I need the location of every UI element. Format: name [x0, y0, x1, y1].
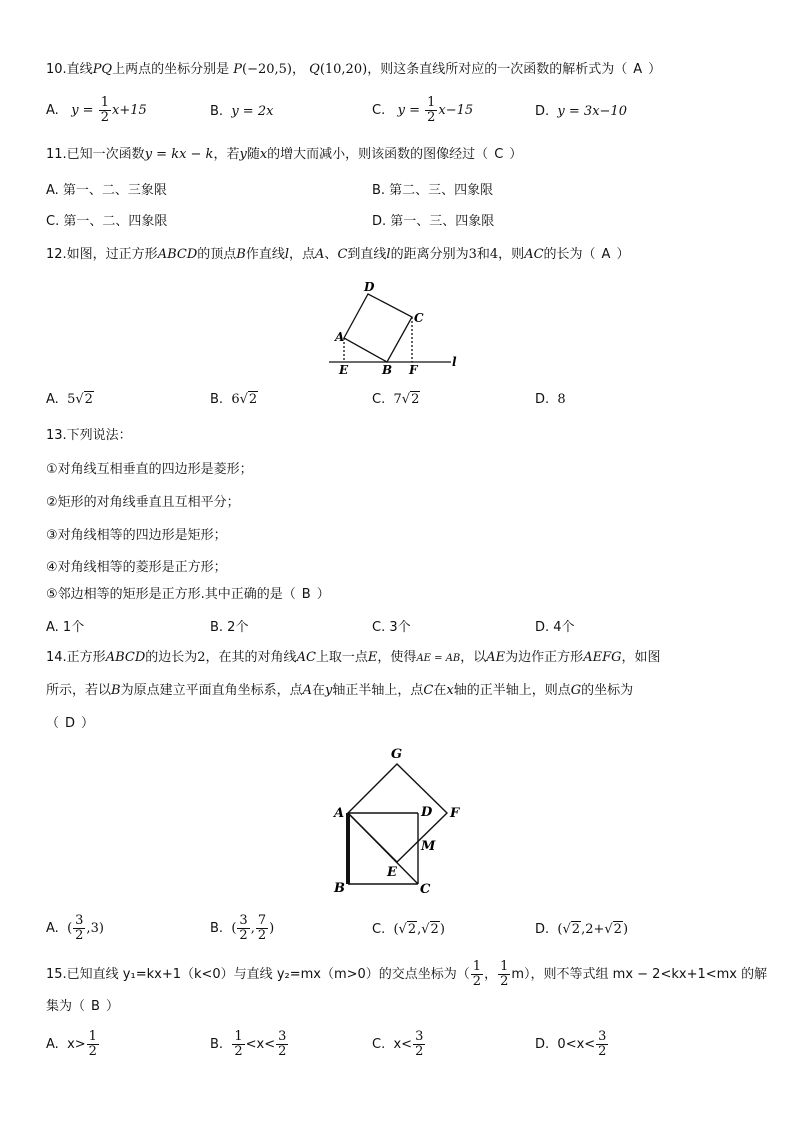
label-g: G — [391, 747, 403, 762]
label-e: E — [387, 865, 397, 880]
q14-option-a: A. ( $\frac{3}{2}$ ,3) — [46, 913, 104, 943]
answer: C — [494, 147, 504, 162]
q13-stem: 13.下列说法： — [46, 428, 132, 443]
q10-option-b: B. y = 2x — [210, 104, 274, 119]
fraction: $\frac{1}{2}$ — [88, 1029, 97, 1059]
fraction: $\frac{3}{2}$ — [75, 913, 84, 943]
q12-figure — [325, 280, 465, 376]
label-d: D — [421, 805, 433, 820]
q14-option-d: D. (√2,2+√2) — [535, 922, 629, 937]
q13-option-c: C. 3个 — [372, 620, 411, 635]
fraction: $\frac{1}{2}$ — [234, 1029, 243, 1059]
diagonal-ac — [348, 813, 418, 884]
q10-option-a: A. y = $\frac{1}{2}$ x+15 — [46, 95, 147, 125]
square-abcd — [344, 294, 412, 362]
q10-option-d: D. y = 3x−10 — [535, 104, 627, 119]
q11-option-d: D. 第一、三、四象限 — [372, 214, 495, 229]
answer: D — [65, 716, 76, 731]
fraction: $\frac{3}{2}$ — [598, 1029, 607, 1059]
fraction: $\frac{1}{2}$ — [472, 959, 482, 989]
label-f: F — [450, 806, 460, 821]
q14-option-c: C. (√2,√2) — [372, 922, 445, 937]
label-b: B — [334, 881, 345, 896]
q12-option-d: D. 8 — [535, 392, 566, 407]
q14-stem-line-1: 14.正方形ABCD的边长为2，在其的对角线AC上取一点E，使得AE = AB，以AE为边作正方形AEFG，如图 — [46, 650, 661, 665]
q10-stem: 10.直线PQ上两点的坐标分别是 P(−20,5)， Q(10,20)，则这条直线所对应的一次函数的解析式为（ A ） — [46, 60, 661, 80]
q14-stem-line-3: （ D ） — [46, 714, 94, 734]
q15-stem-line-2: 集为（ B ） — [46, 997, 119, 1017]
fraction: $\frac{1}{2}$ — [427, 95, 436, 125]
q15-stem-line-1: 15.已知直线 y₁=kx+1（k<0）与直线 y₂=mx（m>0）的交点坐标为（ $\frac{1}{2}$ ， $\frac{1}{2}$ m），则不等式组 mx − 2<kx+1<mx 的解 — [46, 959, 768, 989]
fraction: $\frac{3}{2}$ — [415, 1029, 424, 1059]
answer: A — [633, 62, 643, 77]
q11-option-b: B. 第二、三、四象限 — [372, 183, 494, 198]
label-l: l — [452, 355, 457, 369]
side-ab — [346, 813, 350, 884]
q10-option-c: C. y = $\frac{1}{2}$ x−15 — [372, 95, 474, 125]
label-d: D — [364, 280, 375, 294]
fraction: $\frac{3}{2}$ — [278, 1029, 287, 1059]
q12-stem: 12.如图，过正方形ABCD的顶点B作直线l，点A、C到直线l的距离分别为3和4，则AC的长为（ A ） — [46, 245, 629, 265]
q13-option-d: D. 4个 — [535, 620, 575, 635]
fraction: $\frac{1}{2}$ — [500, 959, 509, 989]
q13-statement-4: ④对角线相等的菱形是正方形； — [46, 560, 227, 575]
q11-option-c: C. 第一、二、四象限 — [46, 214, 168, 229]
q13-option-a: A. 1个 — [46, 620, 85, 635]
q14-figure — [325, 740, 475, 900]
label-a: A — [335, 330, 345, 344]
label-e: E — [339, 363, 349, 376]
q13-statement-2: ②矩形的对角线垂直且互相平分； — [46, 495, 240, 510]
q11-option-a: A. 第一、二、三象限 — [46, 183, 167, 198]
q13-statement-3: ③对角线相等的四边形是矩形； — [46, 528, 227, 543]
fraction: $\frac{3}{2}$ — [239, 913, 248, 943]
q15-option-b: B. $\frac{1}{2}$ <x< $\frac{3}{2}$ — [210, 1029, 287, 1059]
label-c: C — [414, 311, 424, 325]
q13-statement-1: ①对角线互相垂直的四边形是菱形； — [46, 462, 253, 477]
q13-option-b: B. 2个 — [210, 620, 249, 635]
q14-stem-line-2: 所示，若以B为原点建立平面直角坐标系，点A在y轴正半轴上，点C在x轴的正半轴上，则点G的坐标为 — [46, 683, 634, 698]
q15-option-a: A. x> $\frac{1}{2}$ — [46, 1029, 97, 1059]
q13-statement-5: ⑤邻边相等的矩形是正方形.其中正确的是（ B ） — [46, 585, 330, 605]
answer: A — [601, 247, 611, 262]
label-f: F — [409, 363, 418, 376]
q12-option-c: C. 7√2 — [372, 392, 420, 407]
q15-option-d: D. 0<x< $\frac{3}{2}$ — [535, 1029, 607, 1059]
q14-option-b: B. ( $\frac{3}{2}$ , $\frac{7}{2}$ ) — [210, 913, 275, 943]
answer: B — [301, 587, 311, 602]
fraction: $\frac{7}{2}$ — [257, 913, 267, 943]
q15-option-c: C. x< $\frac{3}{2}$ — [372, 1029, 424, 1059]
label-a: A — [334, 806, 345, 821]
q12-option-b: B. 6√2 — [210, 392, 258, 407]
label-c: C — [420, 882, 431, 897]
label-b: B — [382, 363, 393, 376]
q11-stem: 11.已知一次函数y = kx − k，若y随x的增大而减小，则该函数的图像经过（ C ） — [46, 145, 522, 165]
q12-option-a: A. 5√2 — [46, 392, 93, 407]
answer: B — [91, 999, 100, 1014]
fraction: $\frac{1}{2}$ — [100, 95, 109, 125]
label-m: M — [421, 839, 436, 854]
